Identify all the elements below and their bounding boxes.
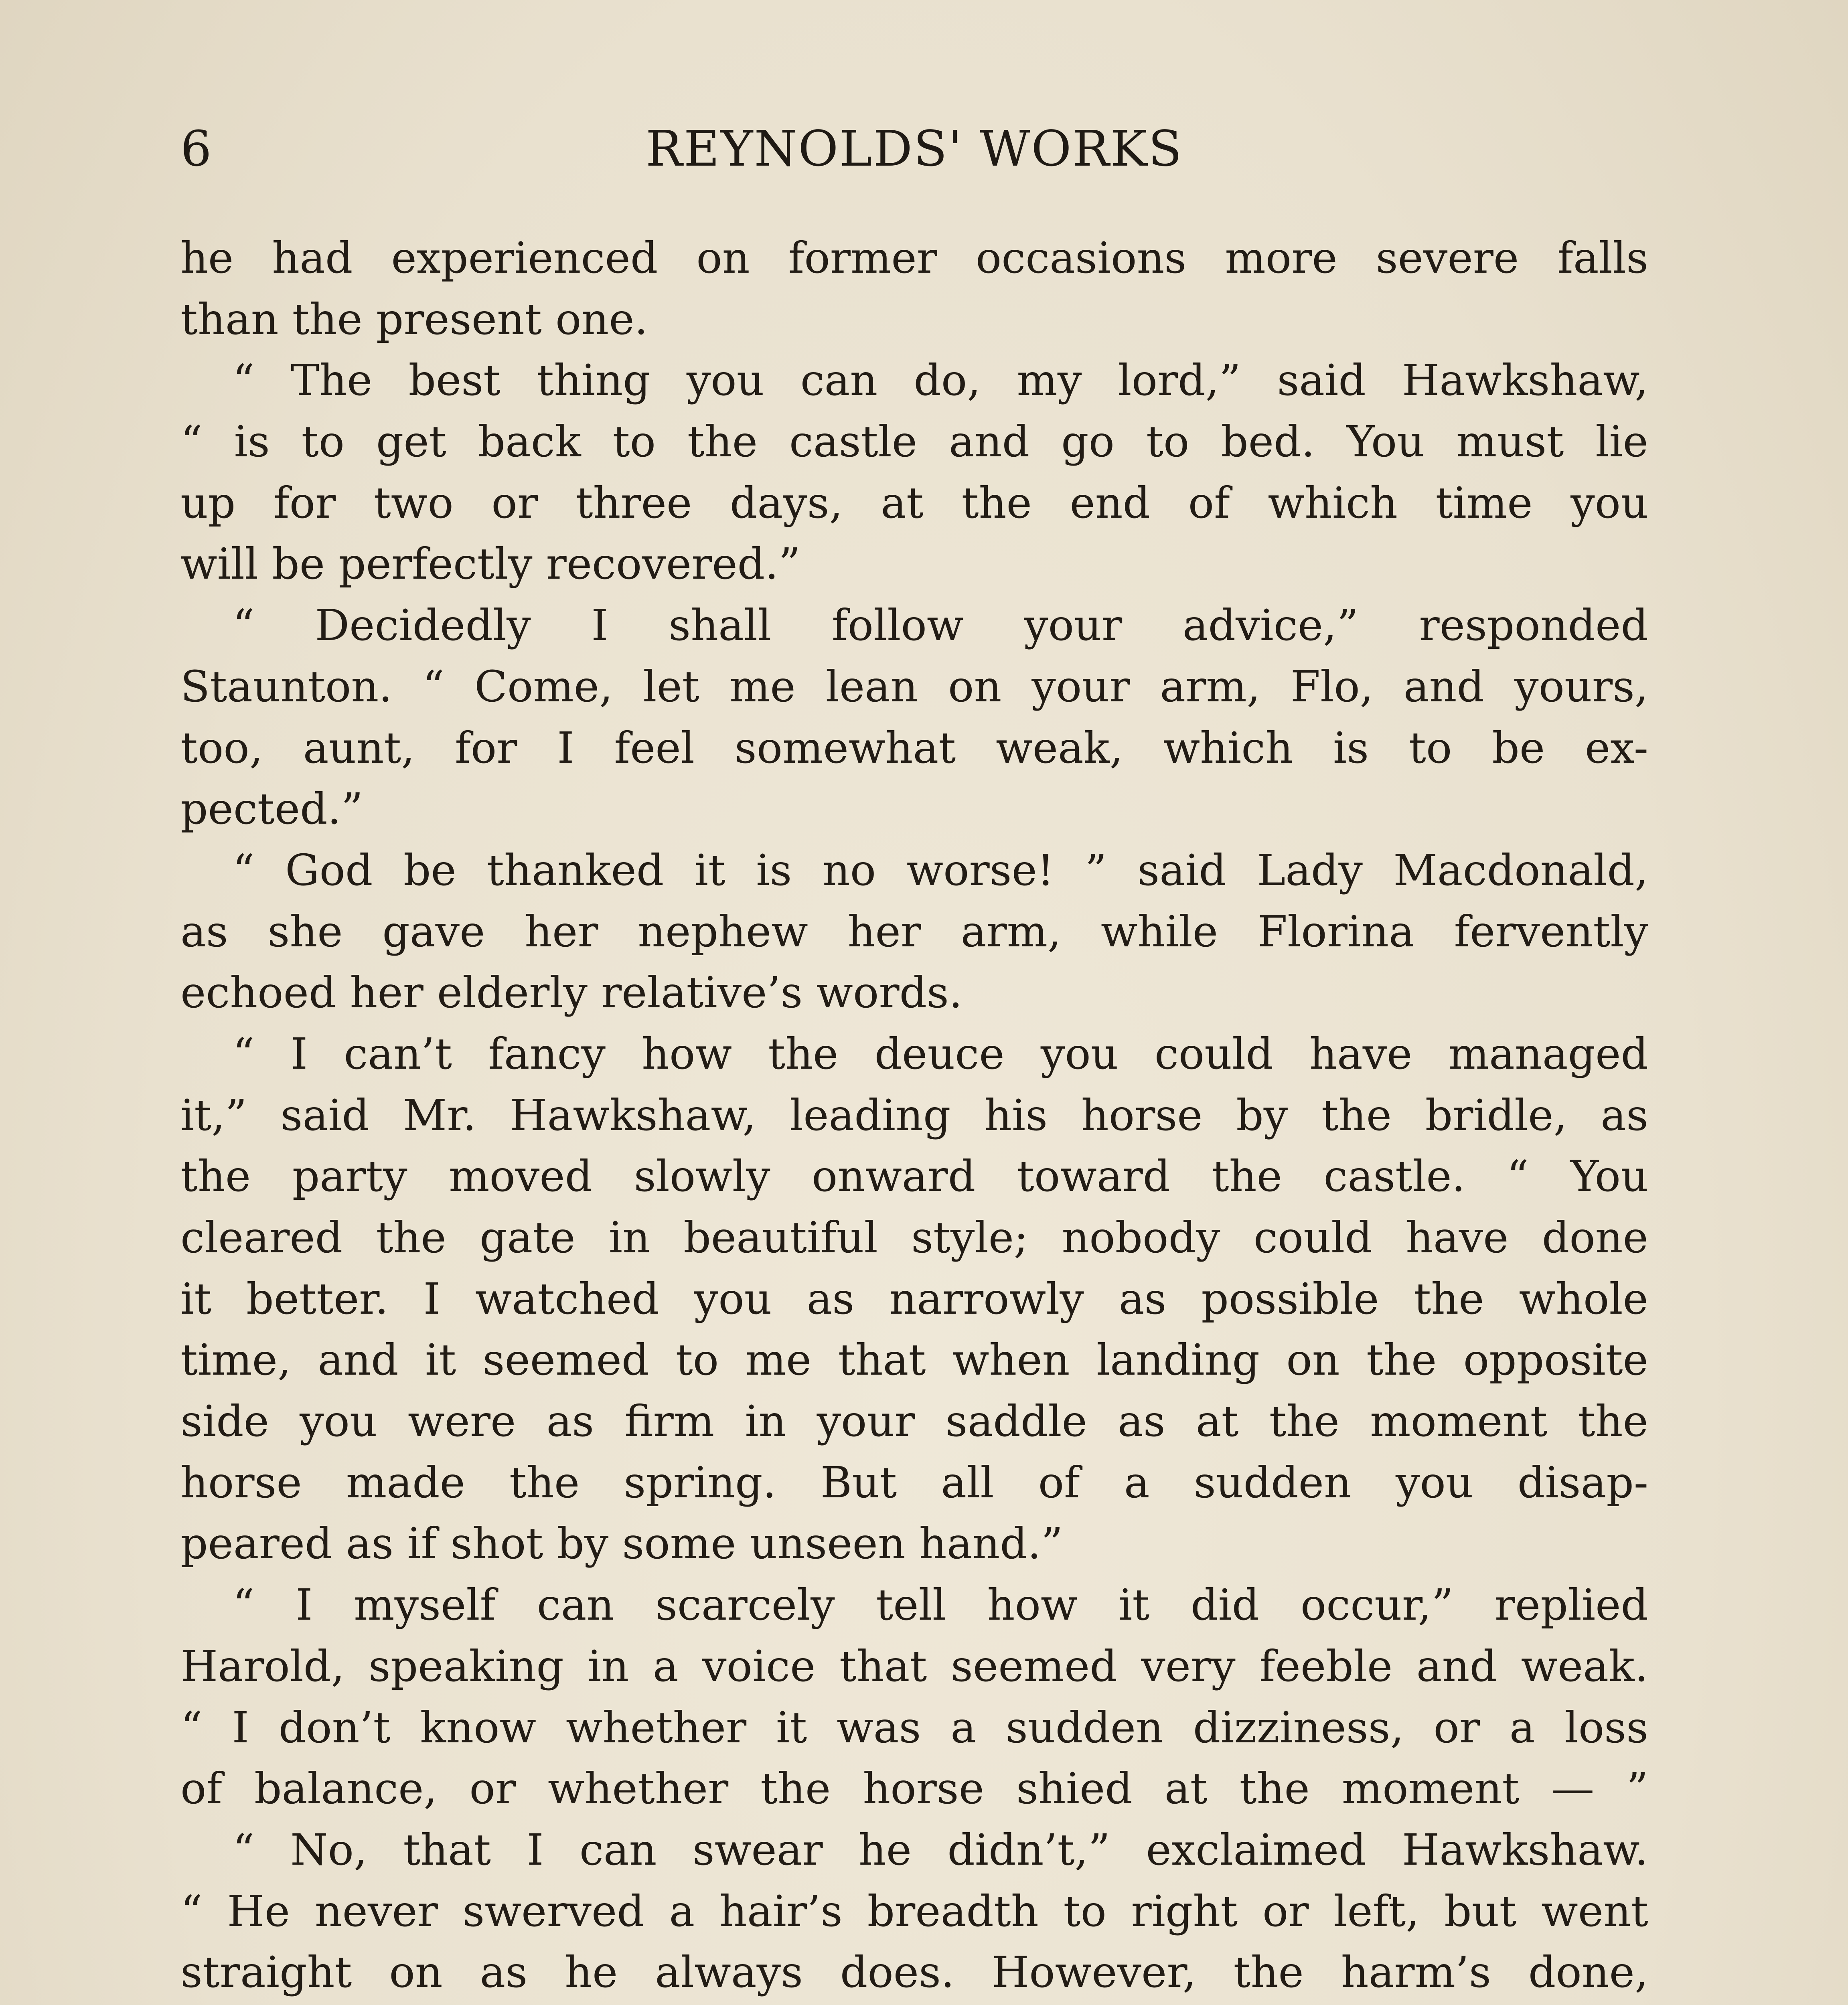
- text-line: side you were as firm in your saddle as at the moment the: [180, 1397, 1648, 1447]
- text-line: it,” said Mr. Hawkshaw, leading his horse by the bridle, as: [180, 1090, 1648, 1140]
- text-line: “ No, that I can swear he didn’t,” exclaimed Hawkshaw.: [233, 1825, 1648, 1875]
- text-line: Staunton. “ Come, let me lean on your arm, Flo, and yours,: [180, 662, 1648, 712]
- text-line: “ is to get back to the castle and go to bed. You must lie: [180, 417, 1648, 467]
- text-line: peared as if shot by some unseen hand.”: [180, 1519, 1063, 1569]
- text-line: horse made the spring. But all of a sudden you disap-: [180, 1458, 1648, 1508]
- text-line: it better. I watched you as narrowly as possible the whole: [180, 1274, 1648, 1324]
- page-header: [180, 120, 1648, 184]
- text-line: echoed her elderly relative’s words.: [180, 968, 962, 1018]
- text-line: cleared the gate in beautiful style; nobody could have done: [180, 1213, 1648, 1263]
- text-line: the party moved slowly onward toward the castle. “ You: [180, 1152, 1648, 1202]
- text-line: up for two or three days, at the end of which time you: [180, 478, 1648, 528]
- text-line: straight on as he always does. However, the harm’s done,: [180, 1948, 1648, 1998]
- running-head: REYNOLDS' WORKS: [646, 120, 1183, 177]
- text-line: “ God be thanked it is no worse! ” said Lady Macdonald,: [233, 845, 1648, 895]
- text-line: “ I myself can scarcely tell how it did occur,” replied: [233, 1580, 1648, 1630]
- text-line: as she gave her nephew her arm, while Florina fervently: [180, 907, 1648, 957]
- text-line: [180, 2003, 1648, 2005]
- text-line: pected.”: [180, 784, 363, 834]
- text-line: he had experienced on former occasions more severe falls: [180, 233, 1648, 283]
- text-line: time, and it seemed to me that when landing on the opposite: [180, 1335, 1648, 1385]
- text-line: “ I can’t fancy how the deuce you could have managed: [233, 1029, 1648, 1079]
- body-text: [180, 228, 1648, 2005]
- text-line: “ I don’t know whether it was a sudden dizziness, or a loss: [180, 1703, 1648, 1753]
- page-number: 6: [180, 120, 213, 177]
- text-line: than the present one.: [180, 294, 648, 344]
- text-line: too, aunt, for I feel somewhat weak, which is to be ex-: [180, 723, 1648, 773]
- text-line: “ The best thing you can do, my lord,” said Hawkshaw,: [233, 356, 1648, 406]
- text-line: “ Decidedly I shall follow your advice,” responded: [233, 601, 1648, 651]
- text-line: of balance, or whether the horse shied at the moment — ”: [180, 1764, 1648, 1814]
- text-line: “ He never swerved a hair’s breadth to right or left, but went: [180, 1886, 1648, 1936]
- text-line: will be perfectly recovered.”: [180, 539, 800, 589]
- text-line: Harold, speaking in a voice that seemed very feeble and weak.: [180, 1641, 1648, 1691]
